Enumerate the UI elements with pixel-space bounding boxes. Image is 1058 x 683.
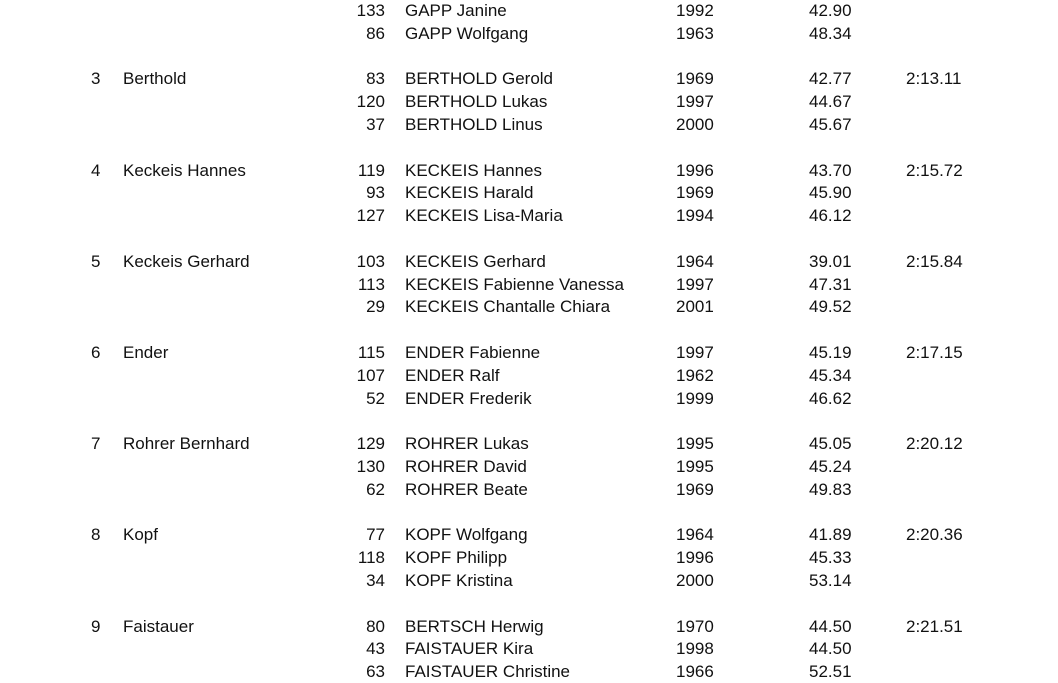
team-rank: 8 [91, 525, 101, 544]
bib-number: 62 [366, 480, 385, 499]
birth-year: 1970 [676, 617, 714, 636]
result-row [0, 638, 1058, 660]
bib-number: 83 [366, 69, 385, 88]
result-row [0, 251, 1058, 273]
result-row [0, 456, 1058, 478]
bib-number: 80 [366, 617, 385, 636]
run-time: 42.90 [809, 1, 852, 20]
run-time: 46.62 [809, 389, 852, 408]
athlete-name: KECKEIS Hannes [405, 161, 543, 180]
run-time: 47.31 [809, 275, 852, 294]
bib-number: 63 [366, 662, 385, 681]
result-row [0, 661, 1058, 683]
bib-number: 130 [356, 457, 385, 476]
birth-year: 2000 [676, 571, 714, 590]
run-time: 39.01 [809, 252, 852, 271]
team-name: Ender [123, 343, 169, 362]
athlete-name: FAISTAUER Christine [405, 662, 571, 681]
birth-year: 1997 [676, 343, 714, 362]
run-time: 45.67 [809, 115, 852, 134]
birth-year: 1995 [676, 457, 714, 476]
team-name: Berthold [123, 69, 187, 88]
birth-year: 1999 [676, 389, 714, 408]
birth-year: 1997 [676, 275, 714, 294]
birth-year: 1996 [676, 548, 714, 567]
bib-number: 127 [356, 206, 385, 225]
athlete-name: ENDER Ralf [405, 366, 500, 385]
birth-year: 1964 [676, 525, 714, 544]
team-name: Rohrer Bernhard [123, 434, 250, 453]
result-row [0, 479, 1058, 501]
team-total-time: 2:15.72 [906, 161, 963, 180]
birth-year: 2000 [676, 115, 714, 134]
result-row [0, 547, 1058, 569]
result-row [0, 433, 1058, 455]
birth-year: 2001 [676, 297, 714, 316]
result-row [0, 388, 1058, 410]
result-row [0, 570, 1058, 592]
athlete-name: BERTHOLD Lukas [405, 92, 548, 111]
run-time: 44.50 [809, 639, 852, 658]
run-time: 45.05 [809, 434, 852, 453]
athlete-name: KECKEIS Fabienne Vanessa [405, 275, 624, 294]
team-total-time: 2:20.12 [906, 434, 963, 453]
athlete-name: KOPF Philipp [405, 548, 508, 567]
athlete-name: ENDER Frederik [405, 389, 532, 408]
team-rank: 7 [91, 434, 101, 453]
athlete-name: FAISTAUER Kira [405, 639, 534, 658]
birth-year: 1995 [676, 434, 714, 453]
bib-number: 86 [366, 24, 385, 43]
bib-number: 133 [356, 1, 385, 20]
team-name: Faistauer [123, 617, 194, 636]
bib-number: 118 [357, 548, 385, 567]
result-row [0, 114, 1058, 136]
athlete-name: KOPF Wolfgang [405, 525, 528, 544]
team-rank: 9 [91, 617, 101, 636]
bib-number: 34 [366, 571, 385, 590]
team-total-time: 2:17.15 [906, 343, 963, 362]
result-row [0, 296, 1058, 318]
result-row [0, 342, 1058, 364]
run-time: 45.24 [809, 457, 852, 476]
run-time: 41.89 [809, 525, 852, 544]
result-row [0, 68, 1058, 90]
athlete-name: GAPP Wolfgang [405, 24, 529, 43]
run-time: 49.52 [809, 297, 852, 316]
birth-year: 1994 [676, 206, 714, 225]
result-row [0, 274, 1058, 296]
run-time: 45.33 [809, 548, 852, 567]
birth-year: 1969 [676, 69, 714, 88]
run-time: 45.19 [809, 343, 852, 362]
run-time: 45.90 [809, 183, 852, 202]
birth-year: 1969 [676, 183, 714, 202]
result-row [0, 160, 1058, 182]
team-total-time: 2:15.84 [906, 252, 963, 271]
team-total-time: 2:13.11 [906, 69, 962, 88]
athlete-name: BERTSCH Herwig [405, 617, 544, 636]
team-name: Keckeis Hannes [123, 161, 246, 180]
team-name: Keckeis Gerhard [123, 252, 250, 271]
athlete-name: ENDER Fabienne [405, 343, 541, 362]
birth-year: 1969 [676, 480, 714, 499]
athlete-name: ROHRER David [405, 457, 527, 476]
athlete-name: KECKEIS Gerhard [405, 252, 546, 271]
bib-number: 77 [366, 525, 385, 544]
bib-number: 37 [366, 115, 385, 134]
birth-year: 1996 [676, 161, 714, 180]
team-rank: 6 [91, 343, 101, 362]
run-time: 44.67 [809, 92, 852, 111]
run-time: 46.12 [809, 206, 852, 225]
athlete-name: KECKEIS Lisa-Maria [405, 206, 563, 225]
bib-number: 43 [366, 639, 385, 658]
birth-year: 1992 [676, 1, 714, 20]
birth-year: 1963 [676, 24, 714, 43]
run-time: 52.51 [809, 662, 852, 681]
birth-year: 1998 [676, 639, 714, 658]
result-row [0, 91, 1058, 113]
run-time: 45.34 [809, 366, 852, 385]
result-row [0, 23, 1058, 45]
result-row [0, 524, 1058, 546]
bib-number: 113 [357, 275, 385, 294]
result-row [0, 182, 1058, 204]
athlete-name: KECKEIS Harald [405, 183, 534, 202]
athlete-name: BERTHOLD Gerold [405, 69, 554, 88]
team-rank: 4 [91, 161, 101, 180]
run-time: 42.77 [809, 69, 852, 88]
bib-number: 120 [356, 92, 385, 111]
result-row [0, 0, 1058, 22]
run-time: 53.14 [809, 571, 852, 590]
athlete-name: GAPP Janine [405, 1, 507, 20]
birth-year: 1966 [676, 662, 714, 681]
athlete-name: ROHRER Lukas [405, 434, 529, 453]
run-time: 48.34 [809, 24, 852, 43]
athlete-name: KOPF Kristina [405, 571, 513, 590]
run-time: 43.70 [809, 161, 852, 180]
result-row [0, 365, 1058, 387]
birth-year: 1964 [676, 252, 714, 271]
bib-number: 129 [356, 434, 385, 453]
run-time: 49.83 [809, 480, 852, 499]
bib-number: 52 [366, 389, 385, 408]
athlete-name: ROHRER Beate [405, 480, 528, 499]
result-row [0, 616, 1058, 638]
athlete-name: BERTHOLD Linus [405, 115, 543, 134]
birth-year: 1962 [676, 366, 714, 385]
bib-number: 93 [366, 183, 385, 202]
birth-year: 1997 [676, 92, 714, 111]
athlete-name: KECKEIS Chantalle Chiara [405, 297, 611, 316]
team-rank: 5 [91, 252, 101, 271]
bib-number: 115 [357, 343, 385, 362]
bib-number: 119 [357, 161, 385, 180]
run-time: 44.50 [809, 617, 852, 636]
bib-number: 29 [366, 297, 385, 316]
team-total-time: 2:21.51 [906, 617, 963, 636]
team-rank: 3 [91, 69, 101, 88]
result-row [0, 205, 1058, 227]
bib-number: 103 [356, 252, 385, 271]
team-name: Kopf [123, 525, 158, 544]
team-total-time: 2:20.36 [906, 525, 963, 544]
bib-number: 107 [356, 366, 385, 385]
